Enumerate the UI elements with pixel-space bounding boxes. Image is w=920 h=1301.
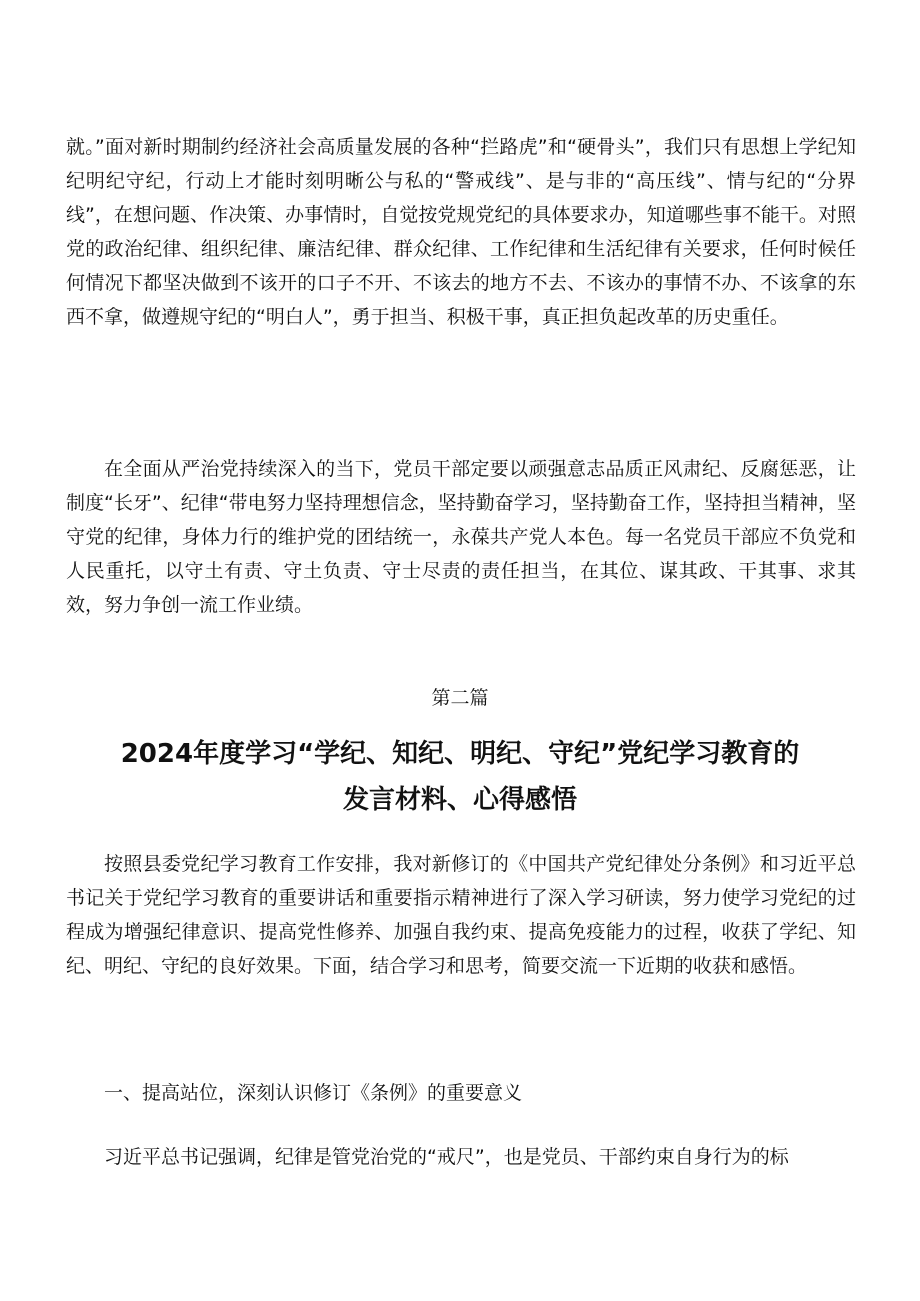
document-title-line-1: 2024年度学习“学纪、知纪、明纪、守纪”党纪学习教育的 — [120, 739, 800, 769]
body-paragraph: 习近平总书记强调，纪律是管党治党的“戒尺”，也是党员、干部约束自身行为的标 — [104, 1146, 789, 1168]
body-paragraph: 在全面从严治党持续深入的当下，党员干部定要以顽强意志品质正风肃纪、反腐惩恶，让制度“长牙”、纪律“带电努力坚持理想信念，坚持勤奋学习，坚持勤奋工作，坚持担当精神，坚守党的纪律，身体力行的维护党的团结统一，永葆共产党人本色。每一名党员干部应不负党和人民重托，以守土有责、守土负责、守士尽责的责任担当，在其位、谋其政、干其事、求其效，努力争创一流工作业绩。 — [66, 458, 856, 616]
section-subheading: 一、提高站位，深刻认识修订《条例》的重要意义 — [104, 1082, 523, 1104]
body-paragraph: 按照县委党纪学习教育工作安排，我对新修订的《中国共产党纪律处分条例》和习近平总书记关于党纪学习教育的重要讲话和重要指示精神进行了深入学习研读，努力使学习党纪的过程成为增强纪律意识、提高党性修养、加强自我约束、提高免疫能力的过程，收获了学纪、知纪、明纪、守纪的良好效果。下面，结合学习和思考，简要交流一下近期的收获和感悟。 — [66, 853, 856, 977]
body-paragraph: 就。”面对新时期制约经济社会高质量发展的各种“拦路虎”和“硬骨头”，我们只有思想上学纪知纪明纪守纪，行动上才能时刻明晰公与私的“警戒线”、是与非的“高压线”、情与纪的“分界线”，在想问题、作决策、办事情时，自觉按党规党纪的具体要求办，知道哪些事不能干。对照党的政治纪律、组织纪律、廉洁纪律、群众纪律、工作纪律和生活纪律有关要求，任何时候任何情况下都坚决做到不该开的口子不开、不该去的地方不去、不该办的事情不办、不该拿的东西不拿，做遵规守纪的“明白人”，勇于担当、积极干事，真正担负起改革的历史重任。 — [66, 136, 856, 328]
document-title-line-2: 发言材料、心得感悟 — [342, 785, 577, 815]
section-label: 第二篇 — [431, 687, 489, 709]
